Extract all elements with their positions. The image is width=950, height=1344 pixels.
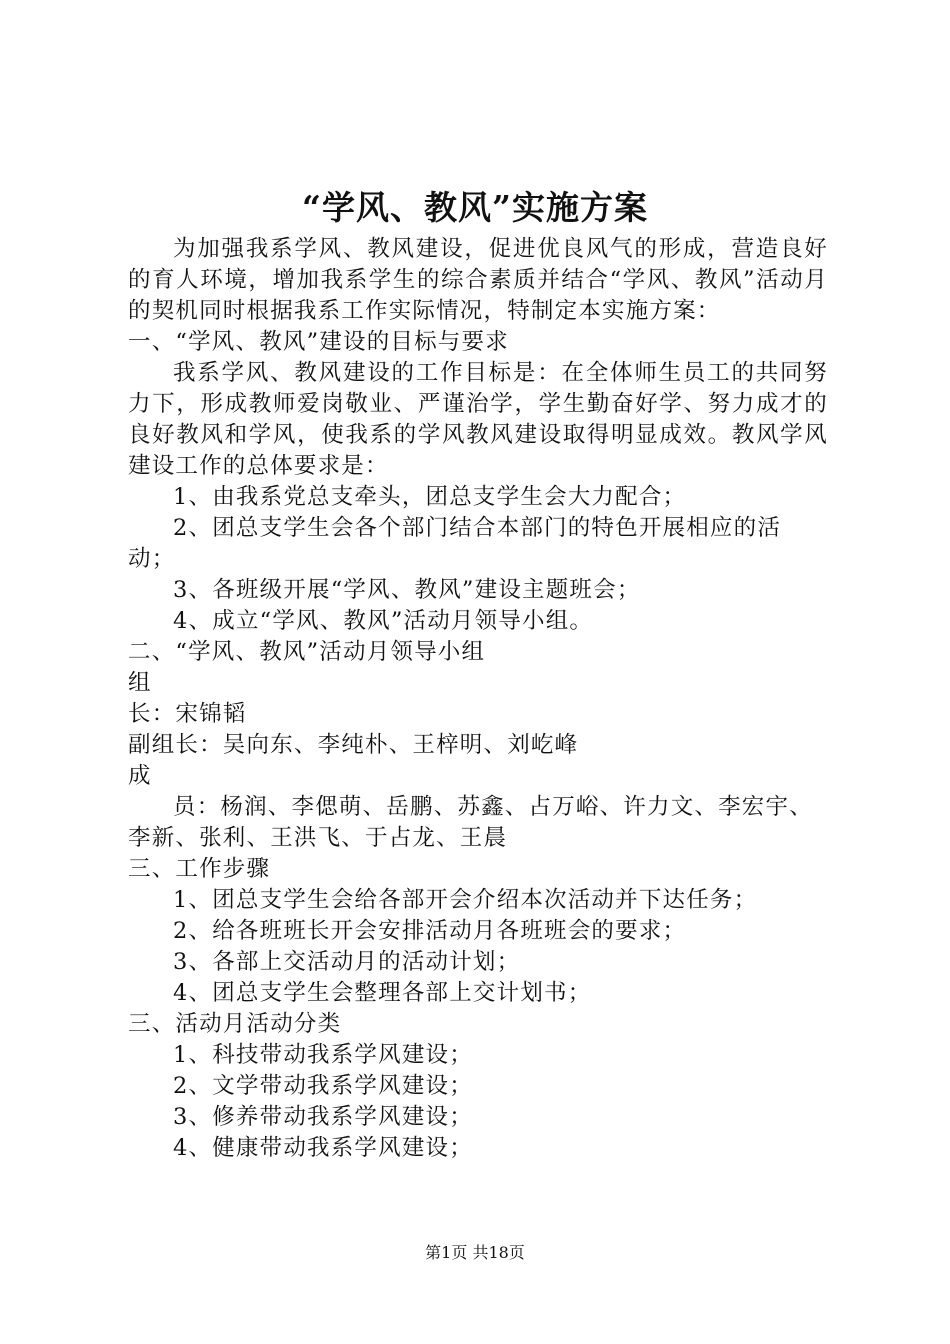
section-heading-goals: 一、“学风、教风”建设的目标与要求 bbox=[128, 329, 509, 355]
members-label-fragment: 成 bbox=[128, 763, 152, 789]
members-line: 员：杨润、李偲萌、岳鹏、苏鑫、占万峪、许力文、李宏宇、李新、张利、王洪飞、于占龙、王晨 bbox=[128, 794, 813, 851]
list-item: 2、给各班班长开会安排活动月各班班会的要求； bbox=[173, 918, 687, 944]
deputy-line: 副组长：吴向东、李纯朴、王梓明、刘屹峰 bbox=[128, 732, 579, 758]
list-item: 4、健康带动我系学风建设； bbox=[173, 1135, 473, 1161]
list-item: 1、团总支学生会给各部开会介绍本次活动并下达任务； bbox=[173, 887, 758, 913]
document-title: “学风、教风”实施方案 bbox=[302, 188, 648, 227]
list-item: 2、文学带动我系学风建设； bbox=[173, 1073, 473, 1099]
section-heading-steps: 三、工作步骤 bbox=[128, 856, 271, 882]
page-indicator: 第1页 共18页 bbox=[425, 1243, 525, 1262]
list-item: 3、各班级开展“学风、教风”建设主题班会； bbox=[173, 577, 641, 603]
section-heading-leadership: 二、“学风、教风”活动月领导小组 bbox=[128, 639, 486, 665]
goals-paragraph: 我系学风、教风建设的工作目标是：在全体师生员工的共同努力下，形成教师爱岗敬业、严谨治学，学生勤奋好学、努力成才的良好教风和学风，使我系的学风教风建设取得明显成效。教风学风建设工作的总体要求是： bbox=[128, 360, 828, 479]
leader-label-fragment: 组 bbox=[128, 670, 152, 696]
list-item: 4、成立“学风、教风”活动月领导小组。 bbox=[173, 608, 594, 634]
section-heading-categories: 三、活动月活动分类 bbox=[128, 1011, 342, 1037]
list-item: 3、修养带动我系学风建设； bbox=[173, 1104, 473, 1130]
list-item: 1、由我系党总支牵头，团总支学生会大力配合； bbox=[173, 484, 687, 510]
list-item: 3、各部上交活动月的活动计划； bbox=[173, 949, 521, 975]
list-item: 2、团总支学生会各个部门结合本部门的特色开展相应的活动； bbox=[128, 515, 782, 572]
intro-paragraph: 为加强我系学风、教风建设，促进优良风气的形成，营造良好的育人环境，增加我系学生的综合素质并结合“学风、教风”活动月的契机同时根据我系工作实际情况，特制定本实施方案： bbox=[128, 236, 828, 324]
leader-line: 长：宋锦韬 bbox=[128, 701, 247, 727]
document-body bbox=[128, 234, 828, 1164]
list-item: 4、团总支学生会整理各部上交计划书； bbox=[173, 980, 592, 1006]
list-item: 1、科技带动我系学风建设； bbox=[173, 1042, 473, 1068]
